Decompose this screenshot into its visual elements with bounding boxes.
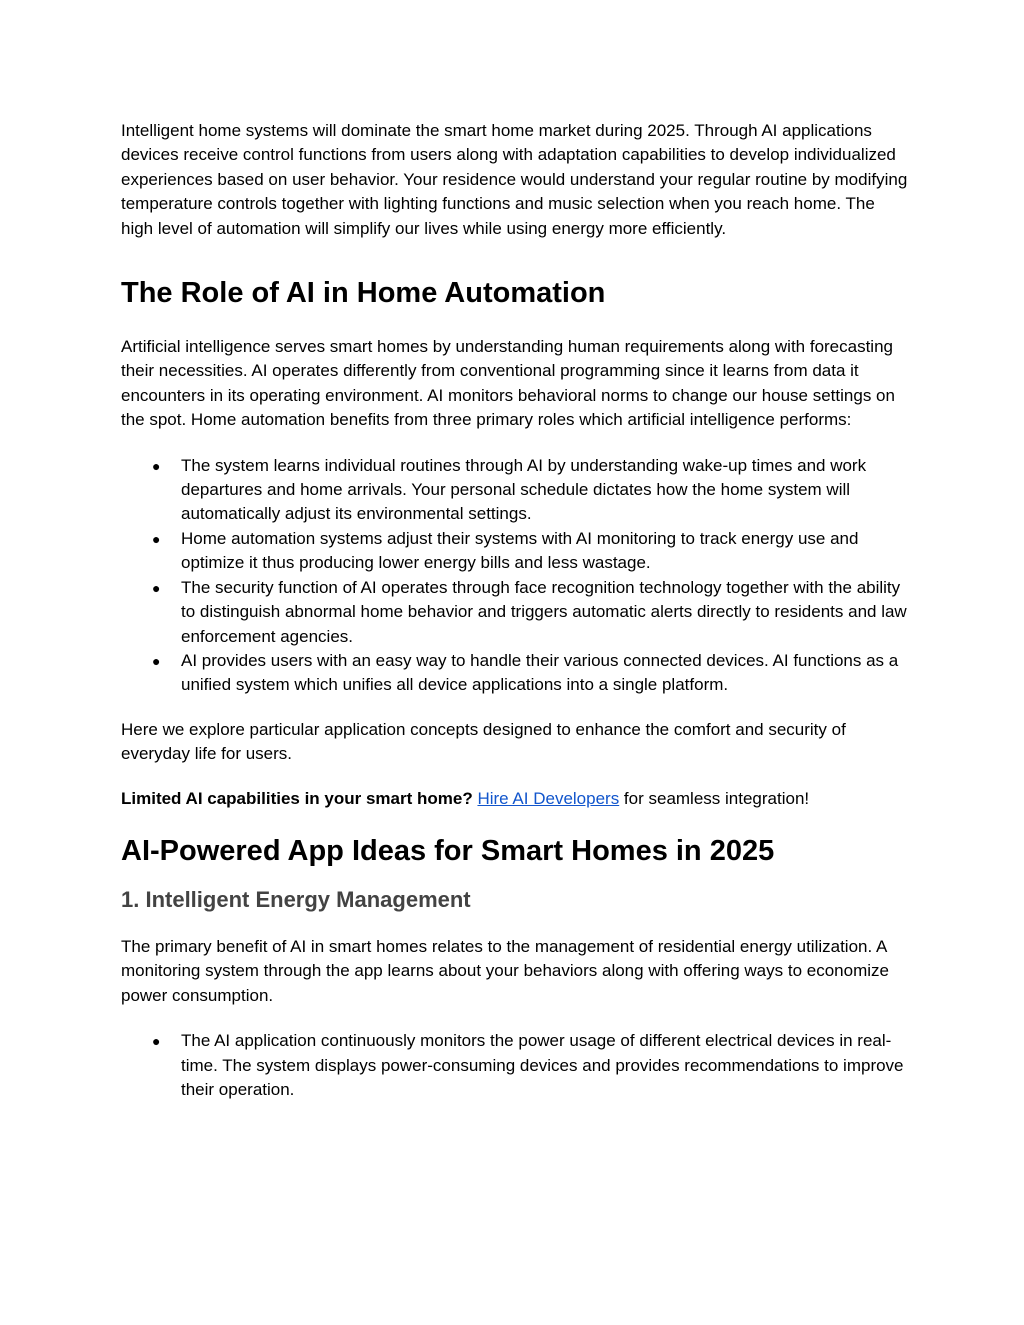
energy-bullet-list (121, 1029, 911, 1102)
cta-rest-text: for seamless integration! (619, 788, 810, 808)
heading-role-of-ai: The Role of AI in Home Automation (121, 277, 606, 310)
list-item-text: AI provides users with an easy way to handle their various connected devices. AI functions as a unified system which unifies all device applications into a single platform. (181, 650, 899, 695)
bullet-icon: ● (152, 530, 161, 547)
list-item-text: Home automation systems adjust their systems with AI monitoring to track energy use and optimize it thus producing lower energy bills and less wastage. (181, 528, 859, 573)
document-page (121, 119, 911, 1122)
list-item (121, 527, 911, 576)
intro-paragraph: Intelligent home systems will dominate the smart home market during 2025. Through AI applications devices receive control functions from users along with adaptation capabilities to develop individualized experiences based on user behavior. Your residence would understand your regular routine by modifying temperature controls together with lighting functions and music selection when you reach home. The high level of automation will simplify our lives while using energy more efficiently. (121, 121, 908, 238)
bullet-icon: ● (152, 1033, 161, 1050)
role-paragraph: Artificial intelligence serves smart homes by understanding human requirements along with forecasting their necessities. AI operates differently from conventional programming since it learns from data it encounters in its operating environment. AI monitors behavioral norms to change our house settings on the spot. Home automation benefits from three primary roles which artificial intelligence performs: (121, 337, 895, 430)
explore-paragraph: Here we explore particular application concepts designed to enhance the comfort and security of everyday life for users. (121, 719, 846, 764)
list-item-text: The security function of AI operates through face recognition technology together with the ability to distinguish abnormal home behavior and triggers automatic alerts directly to residents and law enforcement agencies. (181, 577, 907, 646)
role-bullet-list (121, 454, 911, 698)
list-item (121, 649, 911, 698)
subheading-energy-management: 1. Intelligent Energy Management (121, 886, 471, 912)
list-item-text: The AI application continuously monitors the power usage of different electrical devices in real-time. The system displays power-consuming devices and provides recommendations to improve their operation. (181, 1031, 904, 1099)
bullet-icon: ● (152, 579, 161, 596)
list-item (121, 1029, 911, 1102)
list-item (121, 576, 911, 649)
heading-app-ideas: AI-Powered App Ideas for Smart Homes in 2025 (121, 834, 775, 867)
cta-paragraph (121, 787, 911, 811)
list-item-text: The system learns individual routines through AI by understanding wake-up times and work departures and home arrivals. Your personal schedule dictates how the home system will automatically adjust its environmental settings. (181, 455, 867, 524)
bullet-icon: ● (152, 652, 161, 669)
cta-bold-text: Limited AI capabilities in your smart home? (121, 788, 473, 808)
list-item (121, 454, 911, 527)
bullet-icon: ● (152, 457, 161, 474)
energy-paragraph: The primary benefit of AI in smart homes relates to the management of residential energy utilization. A monitoring system through the app learns about your behaviors along with offering ways to economize power consumption. (121, 936, 889, 1005)
hire-ai-developers-link[interactable]: Hire AI Developers (477, 788, 620, 808)
